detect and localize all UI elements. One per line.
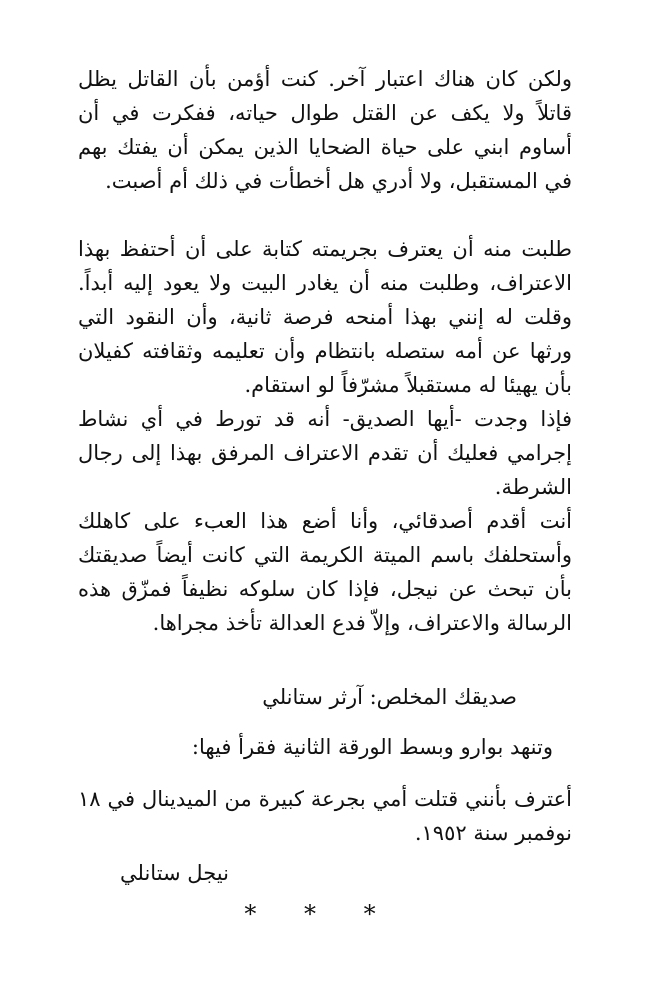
narration-paragraph: وتنهد بوارو وبسط الورقة الثانية فقرأ فيها: bbox=[191, 735, 553, 759]
section-separator: * * * bbox=[244, 900, 396, 928]
letter-paragraph-1: ولكن كان هناك اعتبار آخر. كنت أؤمن بأن القاتل يظل قاتلاً ولا يكف عن القتل طوال حياته، ففكرت في أن أساوم ابني على حياة الضحايا الذين يمكن أن يفتك بهم في المستقبل، ولا أدري هل أخطأت في ذلك أم أصبت. bbox=[78, 67, 572, 193]
letter-paragraph-2: طلبت منه أن يعترف بجريمته كتابة على أن أحتفظ بهذا الاعتراف، وطلبت منه أن يغادر البيت ولا يعود إليه أبداً. وقلت له إنني بهذا أمنحه فرصة ثانية، وأن النقود التي ورثها عن أمه ستصله بانتظام وأن تعليمه وثقافته كفيلان بأن يهيئا له مستقبلاً مشرّفاً لو استقام. bbox=[78, 237, 572, 397]
confession-text: أعترف بأنني قتلت أمي بجرعة كبيرة من الميدينال في ١٨ نوفمبر سنة ١٩٥٢. bbox=[78, 787, 572, 845]
letter-paragraph-4: أنت أقدم أصدقائي، وأنا أضع هذا العبء على كاهلك وأستحلفك باسم الميتة الكريمة التي كانت أيضاً صديقتك بأن تبحث عن نيجل، فإذا كان سلوكه نظيفاً فمزّق هذه الرسالة والاعتراف، وإلاّ فدع العدالة تأخذ مجراها. bbox=[78, 509, 572, 635]
letter-signature: صديقك المخلص: آرثر ستانلي bbox=[262, 685, 517, 709]
confession-signature: نيجل ستانلي bbox=[120, 861, 229, 885]
letter-paragraph-3: فإذا وجدت -أيها الصديق- أنه قد تورط في أي نشاط إجرامي فعليك أن تقدم الاعتراف المرفق بهذا إلى رجال الشرطة. bbox=[78, 407, 572, 499]
